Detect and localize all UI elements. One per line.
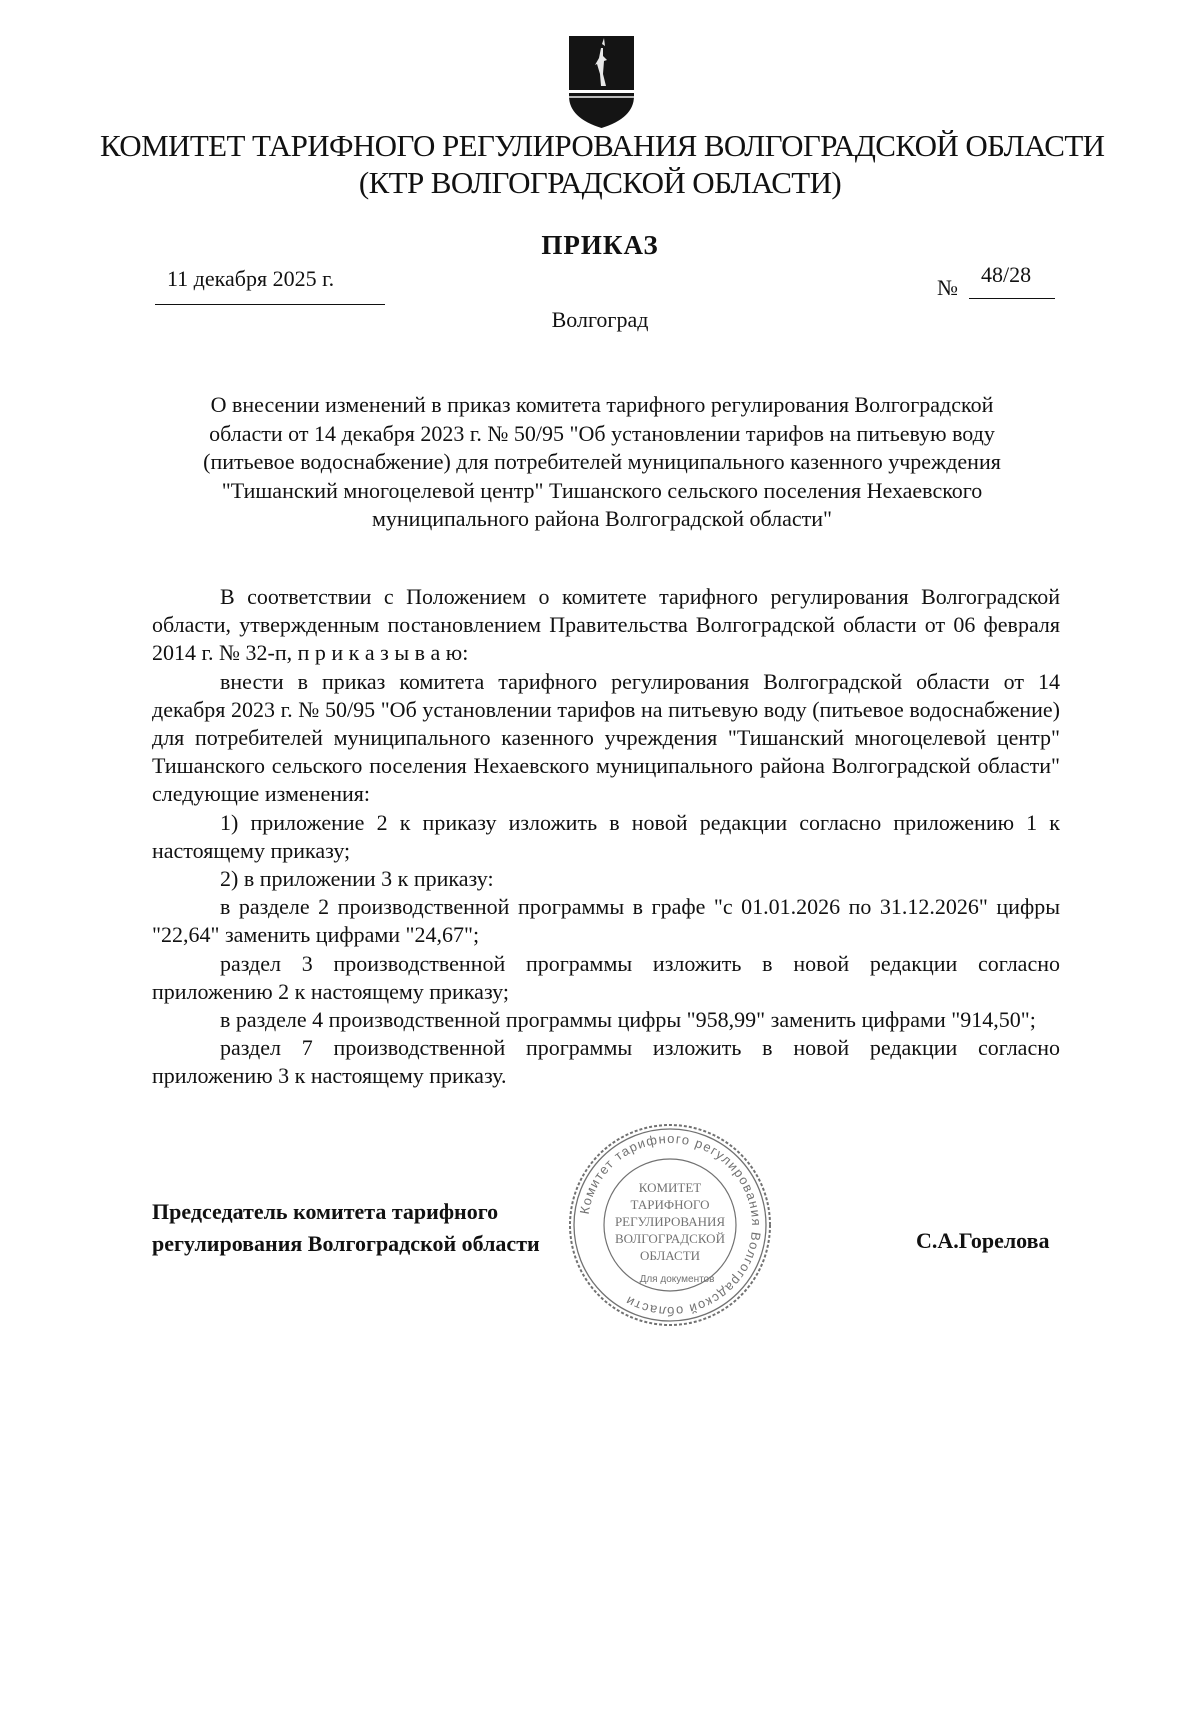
seal-text-line: РЕГУЛИРОВАНИЯ	[614, 1214, 726, 1229]
order-subject	[152, 391, 1052, 534]
body-paragraph: раздел 7 производственной программы изложить в новой редакции согласно приложению 3 к настоящему приказу.	[152, 1035, 1060, 1089]
order-body	[152, 583, 1060, 1091]
subject-line: (питьевое водоснабжение) для потребителей муниципального казенного учреждения	[203, 449, 1001, 474]
body-paragraph: В соответствии с Положением о комитете тарифного регулирования Волгоградской области, утвержденным постановлением Правительства Волгоградской области от 06 февраля 2014 г. № 32-п, п р и к а з ы в а ю:	[152, 584, 1060, 666]
body-paragraph: в разделе 4 производственной программы цифры "958,99" заменить цифрами "914,50";	[220, 1007, 1036, 1033]
order-number: 48/28	[981, 262, 1032, 287]
body-paragraph: 2) в приложении 3 к приказу:	[220, 866, 494, 892]
body-paragraph: в разделе 2 производственной программы в графе "с 01.01.2026 по 31.12.2026" цифры "22,64" заменить цифрами "24,67";	[152, 894, 1060, 948]
subject-line: области от 14 декабря 2023 г. № 50/95 "Об установлении тарифов на питьевую воду	[209, 420, 995, 446]
order-date-field	[155, 266, 385, 292]
seal-text-line: КОМИТЕТ	[638, 1180, 702, 1195]
number-sign: №	[937, 275, 958, 300]
signer-name: С.А.Горелова	[916, 1228, 1050, 1253]
seal-ring-text: Комитет тарифного регулирования Волгоградской области	[576, 1130, 765, 1320]
signer-position-line: регулирования Волгоградской области	[152, 1231, 540, 1256]
signer-position	[152, 1196, 540, 1260]
document-title: ПРИКАЗ	[541, 230, 659, 260]
body-paragraph: раздел 3 производственной программы изложить в новой редакции согласно приложению 2 к настоящему приказу;	[152, 950, 1060, 1004]
subject-line: муниципального района Волгоградской области"	[371, 506, 833, 531]
subject-line: О внесении изменений в приказ комитета тарифного регулирования Волгоградской	[210, 392, 994, 417]
official-seal-icon	[565, 1120, 775, 1330]
signer-position-line: Председатель комитета тарифного	[152, 1199, 499, 1224]
seal-bottom-text: Для документов	[639, 1274, 715, 1285]
date-underline	[155, 304, 385, 305]
body-paragraph: внести в приказ комитета тарифного регулирования Волгоградской области от 14 декабря 2023 г. № 50/95 "Об установлении тарифов на питьевую воду (питьевое водоснабжение) для потребителей муниципального казенного учреждения "Тишанский многоцелевой центр" Тишанского сельского поселения Нехаевского муниципального района Волгоградской области" следующие изменения:	[152, 668, 1060, 807]
number-underline	[969, 298, 1055, 299]
city: Волгоград	[551, 307, 649, 332]
committee-abbreviation: (КТР ВОЛГОГРАДСКОЙ ОБЛАСТИ)	[358, 165, 842, 200]
order-number-field	[937, 262, 1057, 304]
body-paragraph: 1) приложение 2 к приказу изложить в новой редакции согласно приложению 1 к настоящему приказу;	[152, 809, 1060, 863]
seal-text-line: ТАРИФНОГО	[630, 1197, 710, 1212]
committee-name: КОМИТЕТ ТАРИФНОГО РЕГУЛИРОВАНИЯ ВОЛГОГРАДСКОЙ ОБЛАСТИ	[100, 128, 1105, 163]
order-date: 11 декабря 2025 г.	[167, 266, 335, 291]
seal-text-line: ОБЛАСТИ	[639, 1248, 701, 1263]
coat-of-arms-icon	[566, 34, 637, 130]
seal-text-line: ВОЛГОГРАДСКОЙ	[615, 1231, 725, 1246]
subject-line: "Тишанский многоцелевой центр" Тишанского сельского поселения Нехаевского	[221, 477, 983, 503]
